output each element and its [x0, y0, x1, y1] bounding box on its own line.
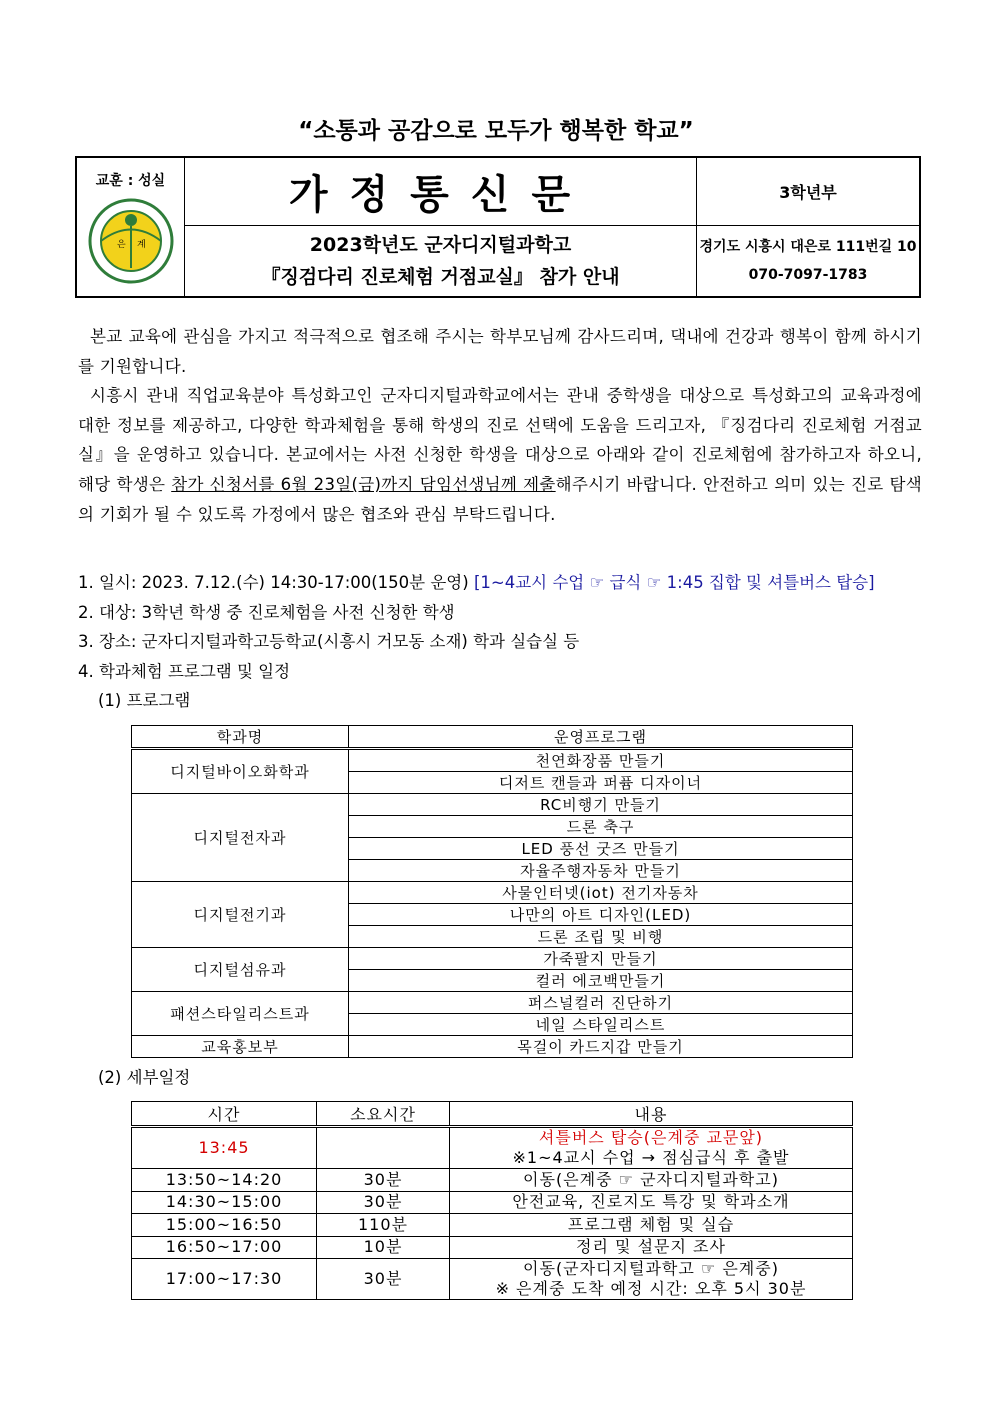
table-row	[132, 882, 853, 904]
letter-body	[78, 322, 922, 529]
duration-cell: 30분	[317, 1191, 450, 1214]
column-header: 운영프로그램	[349, 726, 853, 749]
department-cell: 디지털바이오화학과	[132, 749, 349, 794]
program-cell: 나만의 아트 디자인(LED)	[349, 904, 853, 926]
content-text: 이동(군자디지털과학고 ☞ 은계중)	[523, 1259, 779, 1278]
department-cell: 교육홍보부	[132, 1036, 349, 1058]
table-row	[132, 1127, 853, 1169]
program-cell: 디저트 캔들과 퍼퓸 디자이너	[349, 772, 853, 794]
content-cell	[450, 1169, 853, 1192]
time-cell: 13:45	[132, 1127, 317, 1169]
table-header-row	[132, 726, 853, 749]
table-row	[132, 749, 853, 772]
school-address: 경기도 시흥시 대은로 111번길 10	[699, 238, 917, 255]
content-text: 안전교육, 진로지도 특강 및 학과소개	[512, 1192, 790, 1212]
program-cell: 퍼스널컬러 진단하기	[349, 992, 853, 1014]
table-row	[132, 1236, 853, 1259]
content-note: ※ 은계중 도착 예정 시간: 오후 5시 30분	[495, 1279, 807, 1298]
table-row	[132, 1036, 853, 1058]
column-header: 학과명	[132, 726, 349, 749]
department-cell: 디지털전자과	[132, 794, 349, 882]
content-cell	[450, 1236, 853, 1259]
content-text: 프로그램 체험 및 실습	[567, 1214, 735, 1234]
time-cell: 16:50~17:00	[132, 1236, 317, 1259]
list-item-date: 1. 일시: 2023. 7.12.(수) 14:30-17:00(150분 운영) [1~4교시 수업 ☞ 급식 ☞ 1:45 집합 및 셔틀버스 탑승]	[78, 573, 875, 592]
program-cell: 목걸이 카드지갑 만들기	[349, 1036, 853, 1058]
list-item-target: 2. 대상: 3학년 학생 중 진로체험을 사전 신청한 학생	[78, 602, 455, 622]
page-title: 가정통신문	[185, 157, 697, 225]
program-cell: 드론 조립 및 비행	[349, 926, 853, 948]
school-phone: 070-7097-1783	[748, 266, 868, 283]
time-cell: 17:00~17:30	[132, 1259, 317, 1300]
svg-text:계: 계	[136, 240, 146, 250]
subtitle-cell	[185, 225, 697, 297]
department-cell: 디지털전기과	[132, 882, 349, 948]
program-cell: 천연화장품 만들기	[349, 749, 853, 772]
duration-cell: 10분	[317, 1236, 450, 1259]
content-note: ※1~4교시 수업 → 점심급식 후 출발	[512, 1148, 790, 1167]
column-header: 내용	[450, 1102, 853, 1127]
time-cell: 13:50~14:20	[132, 1169, 317, 1192]
program-cell: LED 풍선 굿즈 만들기	[349, 838, 853, 860]
content-text: 이동(은계중 ☞ 군자디지털과학고)	[523, 1169, 779, 1189]
content-cell	[450, 1191, 853, 1214]
subtitle-line-2: 『징검다리 진로체험 거점교실』 참가 안내	[261, 265, 620, 288]
program-cell: RC비행기 만들기	[349, 794, 853, 816]
department-cell: 디지털섬유과	[132, 948, 349, 992]
duration-cell	[317, 1127, 450, 1169]
details-list	[78, 568, 938, 716]
school-motto-label: 교훈 : 성실	[95, 173, 166, 189]
content-cell	[450, 1127, 853, 1169]
program-cell: 가죽팔지 만들기	[349, 948, 853, 970]
schedule-heading-wrap	[78, 1063, 938, 1093]
department-cell: 패션스타일리스트과	[132, 992, 349, 1036]
program-table	[131, 725, 853, 1058]
program-cell: 드론 축구	[349, 816, 853, 838]
content-text: 셔틀버스 탑승(은계중 교문앞)	[538, 1128, 764, 1147]
date-note: [1~4교시 수업 ☞ 급식 ☞ 1:45 집합 및 셔틀버스 탑승]	[473, 573, 875, 592]
table-row	[132, 1169, 853, 1192]
grade-department: 3학년부	[697, 157, 921, 225]
table-row	[132, 992, 853, 1014]
sub-heading-program: (1) 프로그램	[98, 691, 191, 710]
duration-cell: 110분	[317, 1214, 450, 1237]
content-cell	[450, 1259, 853, 1300]
contact-cell	[697, 225, 921, 297]
subtitle-line-1: 2023학년도 군자디지털과학고	[309, 233, 572, 256]
sub-heading-schedule: (2) 세부일정	[98, 1068, 191, 1087]
greeting-paragraph: 본교 교육에 관심을 가지고 적극적으로 협조해 주시는 학부모님께 감사드리며, 댁내에 건강과 행복이 함께 하시기를 기원합니다.	[78, 327, 922, 376]
duration-cell: 30분	[317, 1259, 450, 1300]
program-cell: 사물인터넷(iot) 전기자동차	[349, 882, 853, 904]
program-cell: 자율주행자동차 만들기	[349, 860, 853, 882]
duration-cell: 30분	[317, 1169, 450, 1192]
content-cell	[450, 1214, 853, 1237]
table-row	[132, 948, 853, 970]
schedule-table	[131, 1101, 853, 1300]
time-cell: 15:00~16:50	[132, 1214, 317, 1237]
notice-paragraph: 시흥시 관내 직업교육분야 특성화고인 군자디지털과학교에서는 관내 중학생을 대상으로 특성화고의 교육과정에 대한 정보를 제공하고, 다양한 학과체험을 통해 학생의 진로 선택에 도움을 드리고자, 『징검다리 진로체험 거점교실』을 운영하고 있습니다. 본교에서는 사전 신청한 학생을 대상으로 아래와 같이 진로체험에 참가하고자 하오니, 해당 학생은 참가 신청서를 6월 23일(금)까지 담임선생님께 제출해주시기 바랍니다. 안전하고 의미 있는 진로 탐색의 기회가 될 수 있도록 가정에서 많은 협조와 관심 부탁드립니다.	[78, 386, 922, 524]
content-text: 정리 및 설문지 조사	[576, 1237, 726, 1257]
column-header: 시간	[132, 1102, 317, 1127]
deadline-underline: 참가 신청서를 6월 23일(금)까지 담임선생님께 제출	[171, 474, 556, 494]
table-row	[132, 794, 853, 816]
emblem-center-text: 은	[116, 240, 126, 250]
program-cell: 컬러 에코백만들기	[349, 970, 853, 992]
school-emblem-icon	[88, 198, 174, 284]
list-item-place: 3. 장소: 군자디지털과학고등학교(시흥시 거모동 소재) 학과 실습실 등	[78, 632, 580, 651]
school-motto-banner: “소통과 공감으로 모두가 행복한 학교”	[298, 118, 694, 144]
header-table	[75, 156, 921, 298]
table-row	[132, 1259, 853, 1300]
column-header: 소요시간	[317, 1102, 450, 1127]
time-cell: 14:30~15:00	[132, 1191, 317, 1214]
list-item-program: 4. 학과체험 프로그램 및 일정	[78, 661, 291, 681]
table-header-row	[132, 1102, 853, 1127]
table-row	[132, 1191, 853, 1214]
table-row	[132, 1214, 853, 1237]
school-motto-cell	[76, 157, 185, 297]
program-cell: 네일 스타일리스트	[349, 1014, 853, 1036]
